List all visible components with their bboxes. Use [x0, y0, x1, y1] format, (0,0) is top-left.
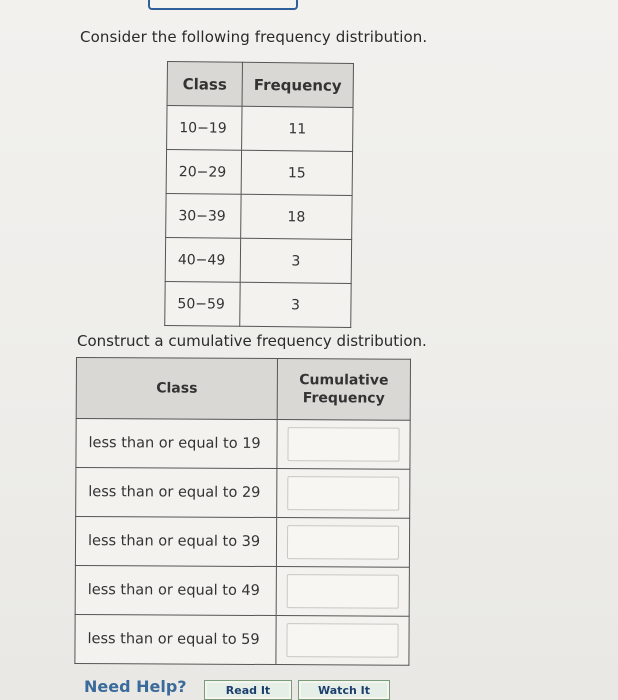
table-row: [165, 237, 351, 283]
table-row: [76, 419, 410, 470]
table-row: [75, 517, 409, 568]
freq-class-cell: 40−49: [165, 237, 240, 282]
cum-class-label: less than or equal to 29: [76, 468, 277, 518]
freq-header-frequency: Frequency: [242, 62, 353, 107]
cumulative-table: [74, 357, 411, 666]
freq-value-cell: 11: [242, 106, 353, 151]
table-row: [166, 150, 352, 196]
instruction-prompt: Construct a cumulative frequency distribution.: [77, 332, 427, 350]
cum-freq-input-49[interactable]: [287, 574, 399, 609]
top-tab-button[interactable]: [148, 0, 298, 10]
freq-header-class: Class: [167, 62, 242, 107]
freq-value-cell: 15: [241, 150, 352, 195]
watch-it-button[interactable]: Watch It: [298, 680, 390, 700]
question-prompt: Consider the following frequency distribution.: [80, 28, 428, 46]
cum-class-label: less than or equal to 39: [75, 517, 276, 567]
freq-class-cell: 10−19: [167, 106, 242, 151]
cum-header-line2: Frequency: [302, 390, 385, 407]
cum-freq-input-19[interactable]: [287, 427, 399, 462]
freq-class-cell: 50−59: [165, 281, 240, 326]
cum-class-label: less than or equal to 19: [76, 419, 277, 469]
need-help-label: Need Help?: [84, 677, 187, 696]
freq-class-cell: 30−39: [166, 193, 241, 238]
cum-class-label: less than or equal to 59: [75, 614, 276, 664]
cum-freq-input-59[interactable]: [286, 623, 398, 658]
cum-header-class: Class: [76, 358, 277, 420]
freq-value-cell: 18: [241, 194, 352, 239]
table-row: [76, 468, 410, 519]
table-row: [75, 565, 409, 616]
cum-header-cumulative: [277, 359, 410, 421]
cum-freq-input-29[interactable]: [287, 476, 399, 511]
cum-freq-input-39[interactable]: [287, 525, 399, 560]
table-row: [167, 106, 353, 152]
cum-header-line1: Cumulative: [299, 372, 389, 389]
table-row: [166, 193, 352, 239]
table-row: [165, 281, 351, 327]
freq-class-cell: 20−29: [166, 150, 241, 195]
freq-value-cell: 3: [240, 282, 351, 327]
cum-class-label: less than or equal to 49: [75, 565, 276, 615]
table-row: [75, 614, 409, 665]
read-it-button[interactable]: Read It: [204, 680, 292, 700]
frequency-table: [164, 61, 354, 328]
freq-value-cell: 3: [240, 238, 351, 283]
